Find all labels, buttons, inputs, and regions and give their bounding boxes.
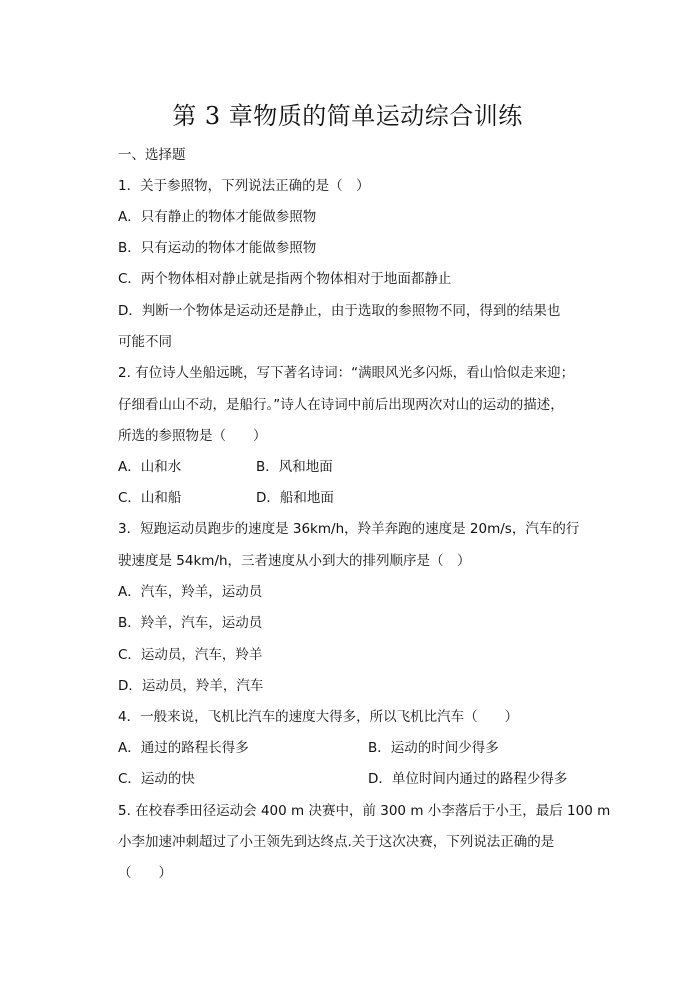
question-1-option-d: D．判断一个物体是运动还是静止，由于选取的参照物不同，得到的结果也 [118,303,561,319]
question-3-option-b: B．羚羊，汽车，运动员 [118,615,263,631]
question-3-option-c: C．运动员，汽车，羚羊 [118,647,263,663]
question-2-option-d: D．船和地面 [256,490,334,506]
question-5-stem-line-1: 5. 在校春季田径运动会 400 m 决赛中，前 300 m 小李落后于小王，最后 100 m [118,803,611,819]
question-2-option-a: A．山和水 [118,459,182,475]
question-2-stem-line-1: 2. 有位诗人坐船远眺，写下著名诗词：“满眼风光多闪烁，看山恰似走来迎； [118,365,575,381]
question-5-stem-line-2: 小李加速冲刺超过了小王领先到达终点.关于这次决赛，下列说法正确的是 [118,834,555,850]
question-4-option-a: A．通过的路程长得多 [118,740,249,756]
section-heading: 一、选择题 [118,147,186,163]
question-3-stem-line-1: 3．短跑运动员跑步的速度是 36km/h，羚羊奔跑的速度是 20m/s，汽车的行 [118,521,580,537]
question-5-stem-line-3: （ ） [118,865,172,881]
question-2-option-b: B．风和地面 [256,459,333,475]
question-1-option-b: B．只有运动的物体才能做参照物 [118,240,317,256]
question-2-stem-line-2: 仔细看山山不动，是船行。”诗人在诗词中前后出现两次对山的运动的描述， [118,397,564,413]
question-1-option-c: C．两个物体相对静止就是指两个物体相对于地面都静止 [118,271,452,287]
question-4-option-b: B．运动的时间少得多 [368,740,499,756]
question-1-option-d-continued: 可能不同 [118,334,172,350]
page-title: 第 3 章物质的简单运动综合训练 [172,102,523,130]
question-2-option-c: C．山和船 [118,490,182,506]
question-3-option-d: D．运动员，羚羊，汽车 [118,678,264,694]
question-1-stem: 1．关于参照物，下列说法正确的是（ ） [118,178,370,194]
question-2-stem-line-3: 所选的参照物是（ ） [118,428,267,444]
question-4-option-d: D．单位时间内通过的路程少得多 [368,771,568,787]
question-1-option-a: A．只有静止的物体才能做参照物 [118,209,317,225]
question-3-option-a: A．汽车，羚羊，运动员 [118,584,263,600]
question-3-stem-line-2: 驶速度是 54km/h，三者速度从小到大的排列顺序是（ ） [118,553,471,569]
question-4-stem: 4．一般来说，飞机比汽车的速度大得多，所以飞机比汽车（ ） [118,709,519,725]
question-4-option-c: C．运动的快 [118,771,195,787]
